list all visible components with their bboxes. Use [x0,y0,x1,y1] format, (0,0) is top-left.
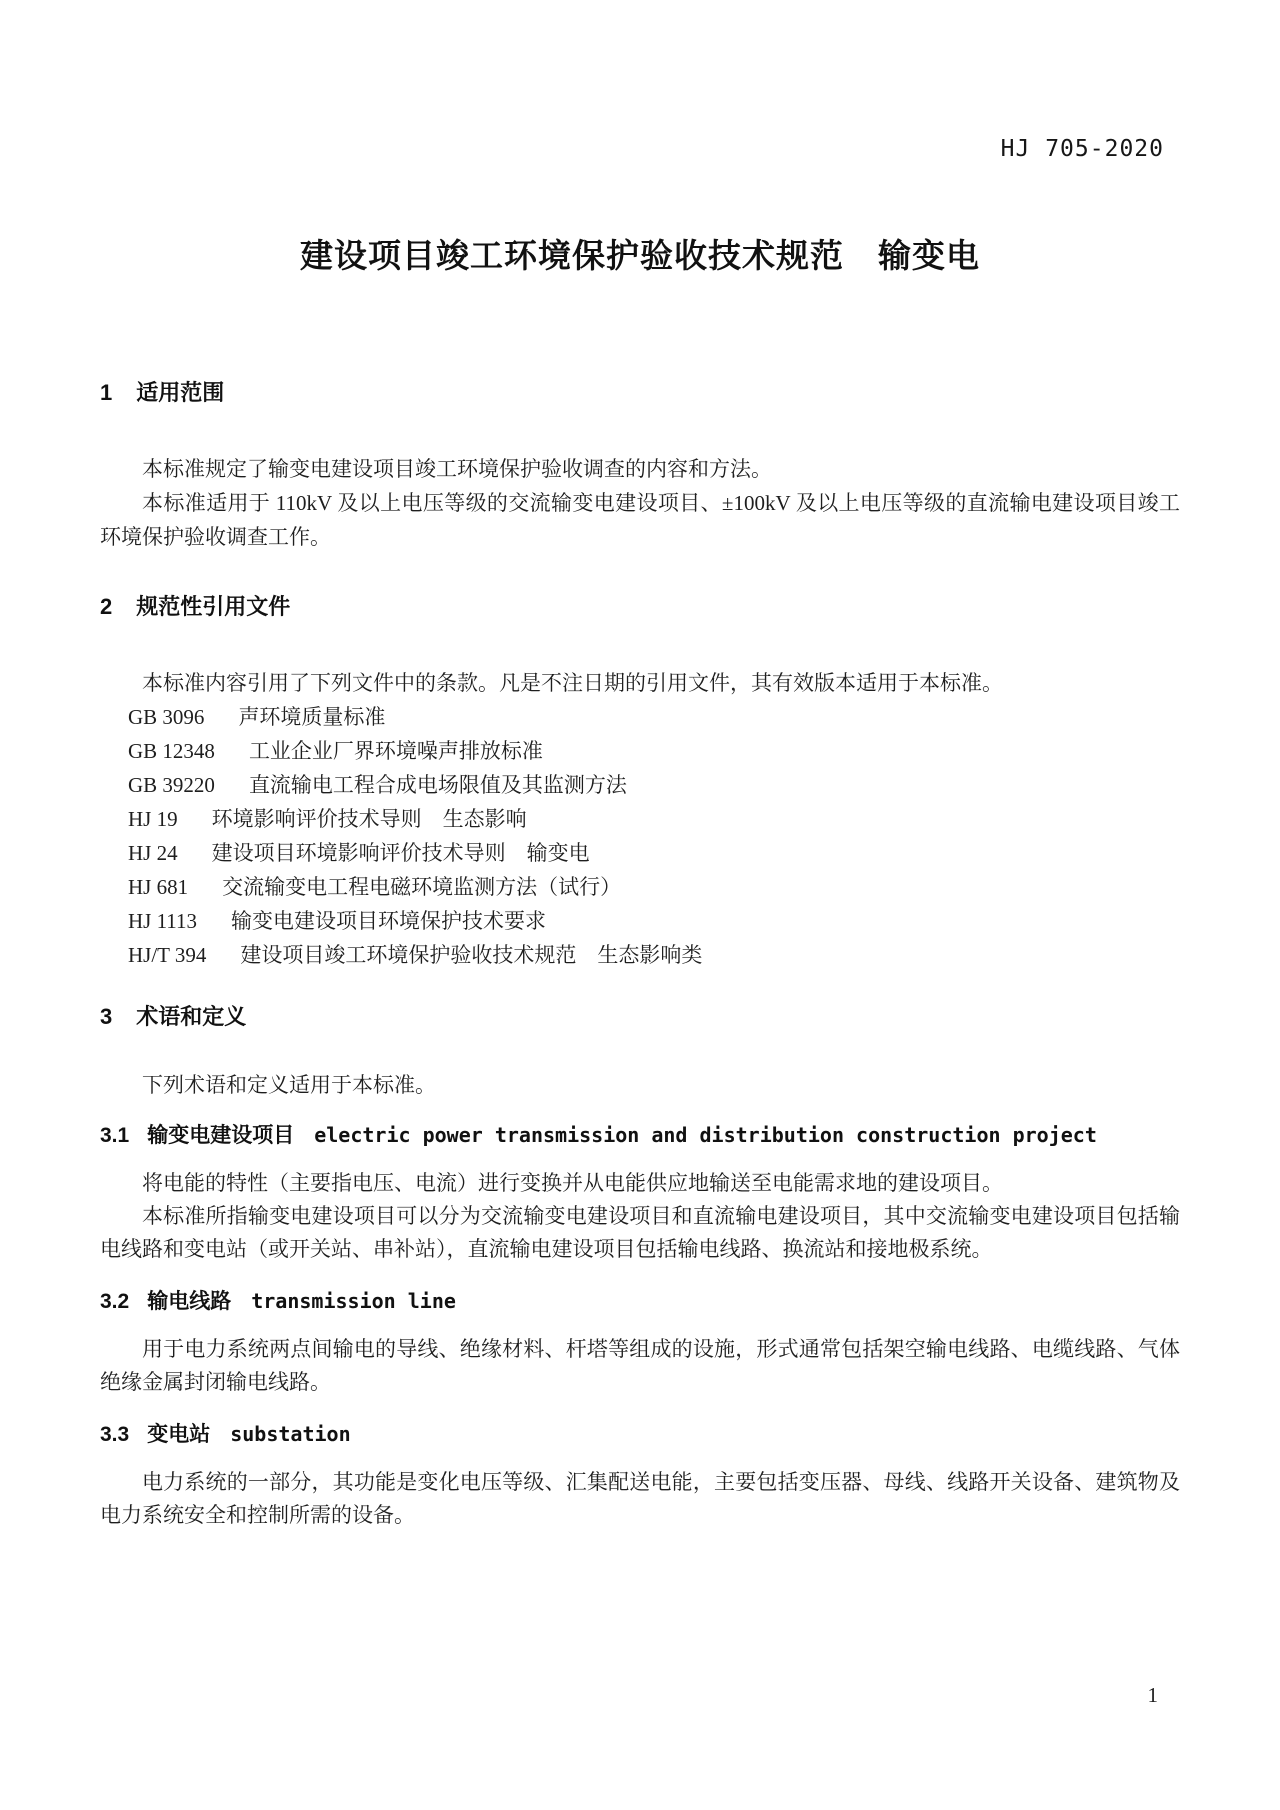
reference-name: 建设项目环境影响评价技术导则 输变电 [211,841,590,865]
term-english: transmission line [251,1289,456,1313]
term-3-1 [100,1120,1180,1266]
term-paragraph: 电力系统的一部分，其功能是变化电压等级、汇集配送电能，主要包括变压器、母线、线路开关设备、建筑物及电力系统安全和控制所需的设备。 [100,1470,1180,1527]
section-2-title: 规范性引用文件 [136,594,291,619]
reference-item [128,870,1180,904]
term-number: 3.3 [100,1423,130,1446]
reference-name: 直流输电工程合成电场限值及其监测方法 [248,773,627,797]
section-1-title: 适用范围 [136,380,225,405]
term-number: 3.1 [100,1124,130,1147]
term-chinese: 变电站 [147,1423,211,1446]
term-paragraph: 用于电力系统两点间输电的导线、绝缘材料、杆塔等组成的设施，形式通常包括架空输电线路、电缆线路、气体绝缘金属封闭输电线路。 [100,1337,1180,1394]
section-3-heading [100,1002,1180,1032]
section-3-title: 术语和定义 [136,1004,247,1029]
reference-code: GB 3096 [128,705,205,729]
term-english: electric power transmission and distribution construction project [314,1123,1097,1147]
section-1-heading [100,378,1180,408]
section-1-paragraph: 本标准适用于 110kV 及以上电压等级的交流输变电建设项目、±100kV 及以上电压等级的直流输电建设项目竣工环境保护验收调查工作。 [100,491,1180,549]
term-3-3 [100,1419,1180,1532]
section-1-paragraph: 本标准规定了输变电建设项目竣工环境保护验收调查的内容和方法。 [142,457,772,481]
reference-code: HJ 24 [128,841,178,865]
section-3-number: 3 [100,1004,113,1029]
reference-item [128,938,1180,972]
section-3-intro: 下列术语和定义适用于本标准。 [142,1073,436,1097]
reference-list [128,700,1180,972]
term-paragraph: 本标准所指输变电建设项目可以分为交流输变电建设项目和直流输电建设项目，其中交流输变电建设项目包括输电线路和变电站（或开关站、串补站），直流输电建设项目包括输电线路、换流站和接地极系统。 [100,1204,1180,1261]
reference-name: 声环境质量标准 [238,705,386,729]
term-3-1-heading [100,1120,1180,1151]
term-3-2-heading [100,1286,1180,1317]
term-english: substation [230,1422,351,1446]
document-title: 建设项目竣工环境保护验收技术规范 输变电 [300,237,980,274]
reference-item [128,700,1180,734]
section-2-heading [100,592,1180,622]
reference-code: GB 12348 [128,739,215,763]
reference-item [128,836,1180,870]
section-2-number: 2 [100,594,113,619]
reference-code: HJ 19 [128,807,178,831]
term-chinese: 输电线路 [147,1290,232,1313]
reference-name: 工业企业厂界环境噪声排放标准 [248,739,543,763]
standard-code: HJ 705-2020 [1000,136,1164,162]
reference-name: 输变电建设项目环境保护技术要求 [231,909,547,933]
page-number: 1 [1147,1683,1158,1707]
reference-item [128,734,1180,768]
term-number: 3.2 [100,1290,130,1313]
reference-item [128,802,1180,836]
term-paragraph: 将电能的特性（主要指电压、电流）进行变换并从电能供应地输送至电能需求地的建设项目。 [142,1171,1003,1195]
section-1-number: 1 [100,380,113,405]
reference-code: HJ 681 [128,875,189,899]
reference-name: 环境影响评价技术导则 生态影响 [211,807,527,831]
reference-name: 交流输变电工程电磁环境监测方法（试行） [222,875,622,899]
reference-code: HJ 1113 [128,909,198,933]
term-3-3-heading [100,1419,1180,1450]
section-2-intro: 本标准内容引用了下列文件中的条款。凡是不注日期的引用文件，其有效版本适用于本标准。 [142,671,1003,695]
reference-name: 建设项目竣工环境保护验收技术规范 生态影响类 [240,943,703,967]
reference-item [128,904,1180,938]
term-chinese: 输变电建设项目 [147,1124,295,1147]
reference-code: GB 39220 [128,773,215,797]
reference-code: HJ/T 394 [128,943,207,967]
term-3-2 [100,1286,1180,1399]
reference-item [128,768,1180,802]
